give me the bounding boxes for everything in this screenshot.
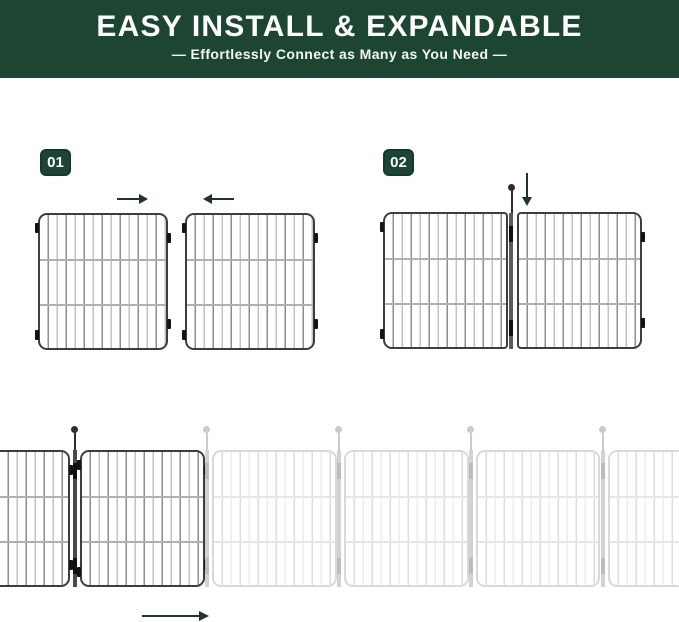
fence-panel-faded bbox=[608, 450, 679, 587]
panel-joint-pinned bbox=[469, 450, 473, 587]
hinge-tab bbox=[601, 558, 605, 574]
page-title: EASY INSTALL & EXPANDABLE bbox=[96, 10, 583, 43]
hinge-tab bbox=[205, 463, 209, 479]
fence-panel-faded bbox=[212, 450, 337, 587]
panel-joint-pinned bbox=[205, 450, 209, 587]
connector-tab bbox=[77, 567, 81, 577]
lock-pin-icon bbox=[470, 432, 472, 450]
panel-joint-pinned bbox=[601, 450, 605, 587]
hinge-tab bbox=[73, 463, 77, 479]
fence-panel bbox=[0, 450, 70, 587]
hinge-tab bbox=[337, 463, 341, 479]
hinge-tab bbox=[469, 463, 473, 479]
expansion-arrow-icon bbox=[141, 610, 209, 622]
hinge-tab bbox=[601, 463, 605, 479]
step-2-badge: 02 bbox=[383, 149, 414, 176]
fence-panel-faded bbox=[344, 450, 469, 587]
hinge-tab bbox=[337, 558, 341, 574]
hinge-tab bbox=[73, 558, 77, 574]
lock-pin-icon bbox=[74, 432, 76, 450]
fence-panel bbox=[80, 450, 205, 587]
hinge-tab bbox=[469, 558, 473, 574]
fence-panel-faded bbox=[476, 450, 600, 587]
lock-pin-icon bbox=[338, 432, 340, 450]
connector-tab bbox=[77, 460, 81, 470]
panel-joint-pinned bbox=[73, 450, 77, 587]
step-1-badge: 01 bbox=[40, 149, 71, 176]
hinge-tab bbox=[205, 558, 209, 574]
lock-pin-icon bbox=[602, 432, 604, 450]
panel-joint-pinned bbox=[337, 450, 341, 587]
page-subtitle: — Effortlessly Connect as Many as You Need — bbox=[171, 46, 508, 62]
lock-pin-icon bbox=[206, 432, 208, 450]
